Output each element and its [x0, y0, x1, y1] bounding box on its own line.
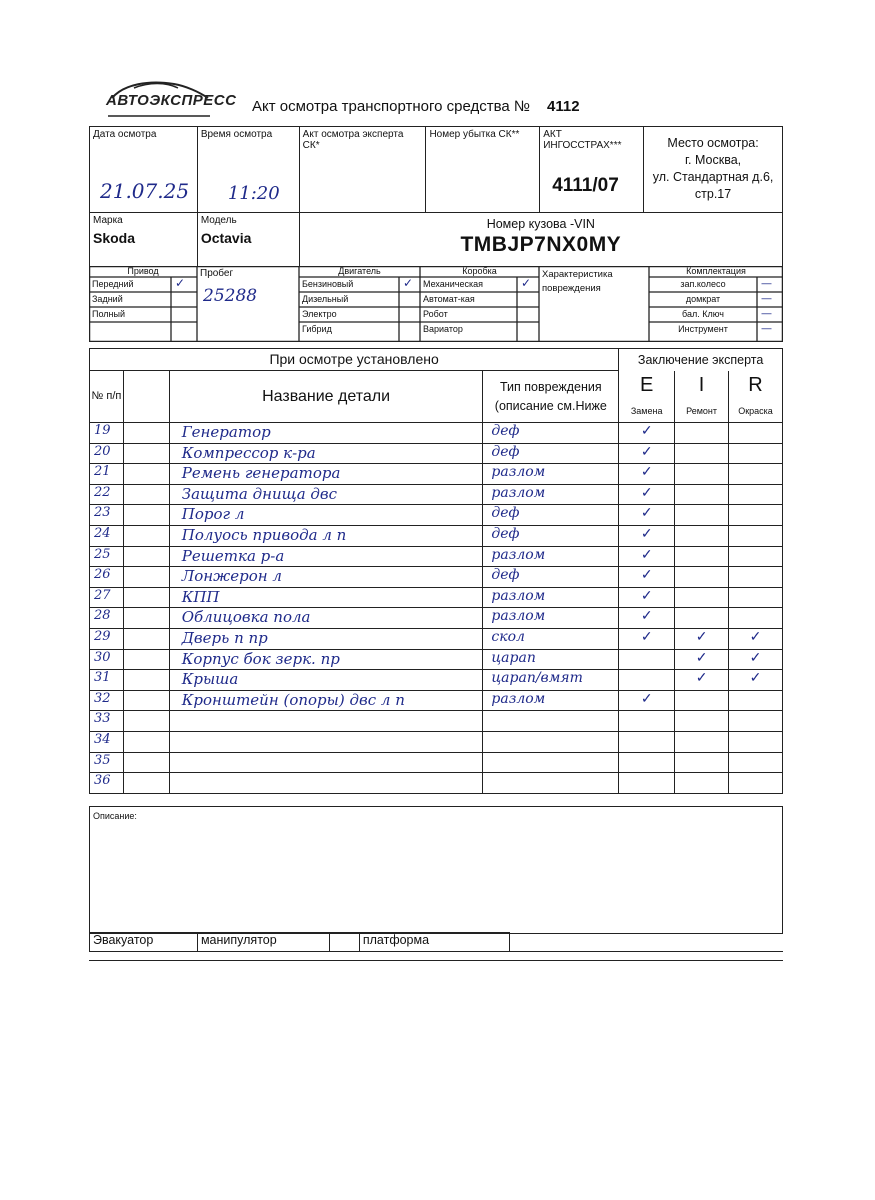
row-repair-mark	[675, 423, 729, 444]
equip-tools-mark: —	[761, 322, 772, 335]
model-label: Модель	[200, 215, 237, 226]
description-box	[89, 806, 783, 934]
row-replace-mark: ✓	[619, 690, 675, 711]
row-blank	[123, 711, 169, 732]
col-replace-header: Замена	[619, 401, 675, 423]
row-replace-mark	[619, 773, 675, 794]
equip-spare-mark: —	[761, 277, 772, 290]
col-num-header	[90, 371, 124, 423]
loss-number-label: Номер убытка СК**	[429, 129, 520, 140]
row-paint-mark	[729, 608, 783, 629]
row-repair-mark	[675, 505, 729, 526]
row-damage-type	[483, 711, 619, 732]
logo-text: АВТОЭКСПРЕСС	[106, 92, 237, 109]
equip-tools: Инструмент	[678, 324, 728, 334]
equip-jack-mark: —	[761, 292, 772, 305]
equipment-label: Комплектация	[686, 266, 746, 276]
row-damage-type: разлом	[483, 608, 619, 629]
row-paint-mark: ✓	[729, 649, 783, 670]
row-part-name: Ремень генератора	[169, 464, 483, 485]
table-row	[90, 525, 783, 546]
document-title: Акт осмотра транспортного средства №	[252, 98, 531, 115]
col-damage-header	[483, 371, 619, 423]
row-part-name: Порог л	[169, 505, 483, 526]
row-damage-type	[483, 731, 619, 752]
row-blank	[123, 773, 169, 794]
place-building: стр.17	[694, 187, 732, 201]
row-blank	[123, 649, 169, 670]
row-repair-mark	[675, 752, 729, 773]
gearbox-robot: Робот	[423, 309, 448, 319]
row-damage-type: скол	[483, 628, 619, 649]
row-blank	[123, 690, 169, 711]
findings-body	[90, 423, 783, 794]
table-row	[90, 567, 783, 588]
row-part-name	[169, 752, 483, 773]
table-row	[90, 670, 783, 691]
row-number: 25	[90, 546, 124, 567]
row-replace-mark: ✓	[619, 443, 675, 464]
row-repair-mark	[675, 773, 729, 794]
row-replace-mark	[619, 752, 675, 773]
row-number: 35	[90, 752, 124, 773]
section-title: При осмотре установлено	[90, 349, 619, 371]
row-part-name: Кронштейн (опоры) двс л п	[169, 690, 483, 711]
ingos-label: АКТ ИНГОССТРАХ***	[543, 129, 622, 151]
row-replace-mark: ✓	[619, 525, 675, 546]
row-number: 36	[90, 773, 124, 794]
row-blank	[123, 587, 169, 608]
description-label: Описание:	[93, 811, 137, 821]
inspection-date-value: 21.07.25	[100, 179, 190, 203]
loss-number-cell	[426, 127, 540, 213]
table-row	[90, 587, 783, 608]
row-part-name: Дверь п пр	[169, 628, 483, 649]
row-blank	[123, 752, 169, 773]
table-row	[90, 711, 783, 732]
col-damage-line1: Тип повреждения	[499, 379, 602, 394]
mileage-value: 25288	[203, 286, 258, 306]
row-number: 21	[90, 464, 124, 485]
row-repair-mark	[675, 443, 729, 464]
col-num-label: № п/п	[91, 390, 122, 402]
row-blank	[123, 525, 169, 546]
row-replace-mark	[619, 731, 675, 752]
row-number: 23	[90, 505, 124, 526]
col-r-header: R	[729, 371, 783, 401]
row-number: 34	[90, 731, 124, 752]
place-street: ул. Стандартная д.6,	[652, 170, 774, 184]
document-number: 4112	[547, 98, 580, 115]
drive-label: Привод	[127, 266, 159, 276]
drive-front-check: ✓	[175, 276, 186, 290]
row-paint-mark	[729, 587, 783, 608]
place-cell	[644, 127, 783, 213]
gearbox-label: Коробка	[462, 266, 497, 276]
row-replace-mark: ✓	[619, 505, 675, 526]
equip-jack: домкрат	[685, 294, 721, 304]
col-i-header: I	[675, 371, 729, 401]
row-number: 24	[90, 525, 124, 546]
engine-label: Двигатель	[338, 266, 381, 276]
gearbox-cvt: Вариатор	[423, 324, 463, 334]
drive-front: Передний	[92, 279, 134, 289]
equip-key-mark: —	[761, 307, 772, 320]
row-blank	[123, 567, 169, 588]
row-part-name: Полуось привода л п	[169, 525, 483, 546]
engine-diesel: Дизельный	[302, 294, 349, 304]
row-number: 26	[90, 567, 124, 588]
row-part-name: Генератор	[169, 423, 483, 444]
col-blank-header	[123, 371, 169, 423]
row-part-name	[169, 773, 483, 794]
row-blank	[123, 670, 169, 691]
table-row	[90, 608, 783, 629]
inspection-date-label: Дата осмотра	[93, 129, 157, 140]
table-row	[90, 649, 783, 670]
row-replace-mark: ✓	[619, 628, 675, 649]
row-repair-mark	[675, 731, 729, 752]
row-paint-mark	[729, 505, 783, 526]
row-repair-mark: ✓	[675, 670, 729, 691]
row-damage-type: разлом	[483, 464, 619, 485]
row-paint-mark	[729, 525, 783, 546]
expert-title: Заключение эксперта	[619, 349, 783, 371]
row-paint-mark	[729, 690, 783, 711]
row-number: 20	[90, 443, 124, 464]
table-row	[90, 628, 783, 649]
gearbox-manual: Механическая	[423, 279, 484, 289]
evac-blank	[329, 933, 359, 952]
row-blank	[123, 484, 169, 505]
row-damage-type: царап/вмят	[483, 670, 619, 691]
row-replace-mark: ✓	[619, 484, 675, 505]
col-damage-line2: (описание см.Ниже	[494, 398, 607, 413]
row-repair-mark	[675, 587, 729, 608]
engine-electric: Электро	[302, 309, 337, 319]
row-paint-mark	[729, 731, 783, 752]
row-repair-mark	[675, 484, 729, 505]
row-paint-mark	[729, 423, 783, 444]
row-repair-mark: ✓	[675, 649, 729, 670]
evac-opt-manipulator: манипулятор	[197, 933, 329, 952]
row-replace-mark	[619, 670, 675, 691]
characteristics-block	[89, 266, 783, 342]
row-damage-type	[483, 773, 619, 794]
col-repair-header: Ремонт	[675, 401, 729, 423]
mileage-label: Пробег	[200, 268, 234, 279]
row-damage-type: разлом	[483, 484, 619, 505]
row-number: 28	[90, 608, 124, 629]
drive-rear: Задний	[92, 294, 123, 304]
row-damage-type: разлом	[483, 546, 619, 567]
row-damage-type: деф	[483, 567, 619, 588]
row-replace-mark: ✓	[619, 546, 675, 567]
row-repair-mark	[675, 525, 729, 546]
evac-table	[89, 932, 783, 952]
brand-value: Skoda	[93, 230, 136, 246]
row-blank	[123, 731, 169, 752]
table-row	[90, 752, 783, 773]
row-paint-mark	[729, 464, 783, 485]
table-row	[90, 464, 783, 485]
row-paint-mark	[729, 546, 783, 567]
vin-cell	[299, 213, 782, 267]
equip-key: бал. Ключ	[682, 309, 724, 319]
row-repair-mark	[675, 690, 729, 711]
table-row	[90, 690, 783, 711]
row-blank	[123, 443, 169, 464]
row-paint-mark	[729, 484, 783, 505]
inspection-date-cell	[90, 127, 198, 213]
table-row	[90, 443, 783, 464]
bottom-rule	[89, 960, 783, 961]
row-replace-mark: ✓	[619, 587, 675, 608]
row-paint-mark	[729, 711, 783, 732]
vin-label: Номер кузова -VIN	[486, 217, 595, 231]
ingos-value: 4111/07	[552, 175, 619, 196]
row-part-name	[169, 711, 483, 732]
row-replace-mark	[619, 649, 675, 670]
row-part-name: Облицовка пола	[169, 608, 483, 629]
row-damage-type: деф	[483, 443, 619, 464]
row-paint-mark	[729, 773, 783, 794]
row-number: 27	[90, 587, 124, 608]
inspection-time-cell	[197, 127, 299, 213]
inspection-time-label: Время осмотра	[200, 129, 273, 140]
model-cell	[197, 213, 299, 267]
row-damage-type: деф	[483, 505, 619, 526]
row-replace-mark: ✓	[619, 608, 675, 629]
model-value: Octavia	[200, 230, 252, 246]
table-row	[90, 505, 783, 526]
row-paint-mark: ✓	[729, 670, 783, 691]
row-part-name: Крыша	[169, 670, 483, 691]
evac-label: Эвакуатор	[90, 933, 198, 952]
table-row	[90, 423, 783, 444]
evac-tail	[509, 933, 783, 952]
evac-opt-platform: платформа	[359, 933, 509, 952]
gearbox-auto: Автомат-кая	[423, 294, 475, 304]
row-part-name: Решетка р-а	[169, 546, 483, 567]
row-repair-mark	[675, 711, 729, 732]
row-number: 29	[90, 628, 124, 649]
drive-full: Полный	[92, 309, 125, 319]
row-blank	[123, 628, 169, 649]
equip-spare: зап.колесо	[680, 279, 726, 289]
damage-char-label: Характеристика повреждения	[542, 269, 613, 294]
vehicle-info-table	[89, 126, 783, 267]
place-city: г. Москва,	[685, 153, 742, 167]
row-repair-mark	[675, 608, 729, 629]
row-number: 33	[90, 711, 124, 732]
gearbox-manual-check: ✓	[521, 276, 532, 290]
row-damage-type: разлом	[483, 690, 619, 711]
inspection-time-value: 11:20	[227, 183, 280, 204]
place-label: Место осмотра:	[667, 136, 759, 150]
findings-table	[89, 348, 783, 794]
row-number: 30	[90, 649, 124, 670]
row-repair-mark: ✓	[675, 628, 729, 649]
row-damage-type: разлом	[483, 587, 619, 608]
row-paint-mark	[729, 752, 783, 773]
row-part-name: Лонжерон л	[169, 567, 483, 588]
row-number: 22	[90, 484, 124, 505]
table-row	[90, 731, 783, 752]
row-blank	[123, 505, 169, 526]
row-part-name	[169, 731, 483, 752]
row-replace-mark: ✓	[619, 423, 675, 444]
row-replace-mark	[619, 711, 675, 732]
row-damage-type: царап	[483, 649, 619, 670]
col-name-header: Название детали	[169, 371, 483, 423]
row-paint-mark: ✓	[729, 628, 783, 649]
row-replace-mark: ✓	[619, 567, 675, 588]
row-number: 32	[90, 690, 124, 711]
row-repair-mark	[675, 546, 729, 567]
expert-act-label: Акт осмотра эксперта СК*	[302, 129, 404, 151]
table-row	[90, 773, 783, 794]
row-damage-type	[483, 752, 619, 773]
row-replace-mark: ✓	[619, 464, 675, 485]
row-blank	[123, 546, 169, 567]
engine-petrol: Бензиновый	[302, 279, 354, 289]
row-damage-type: деф	[483, 525, 619, 546]
row-blank	[123, 423, 169, 444]
vin-value: TMBJP7NX0MY	[460, 233, 622, 256]
table-row	[90, 484, 783, 505]
ingos-cell	[540, 127, 644, 213]
row-paint-mark	[729, 443, 783, 464]
row-part-name: Корпус бок зерк. пр	[169, 649, 483, 670]
brand-label: Марка	[93, 215, 123, 226]
brand-cell	[90, 213, 198, 267]
row-number: 19	[90, 423, 124, 444]
col-e-header: E	[619, 371, 675, 401]
engine-hybrid: Гибрид	[302, 324, 332, 334]
row-number: 31	[90, 670, 124, 691]
row-part-name: Защита днища двс	[169, 484, 483, 505]
row-blank	[123, 608, 169, 629]
row-blank	[123, 464, 169, 485]
row-part-name: КПП	[169, 587, 483, 608]
expert-act-cell	[299, 127, 426, 213]
row-damage-type: деф	[483, 423, 619, 444]
row-repair-mark	[675, 464, 729, 485]
table-row	[90, 546, 783, 567]
row-repair-mark	[675, 567, 729, 588]
engine-petrol-check: ✓	[403, 276, 414, 290]
row-paint-mark	[729, 567, 783, 588]
row-part-name: Компрессор к-ра	[169, 443, 483, 464]
col-paint-header: Окраска	[729, 401, 783, 423]
